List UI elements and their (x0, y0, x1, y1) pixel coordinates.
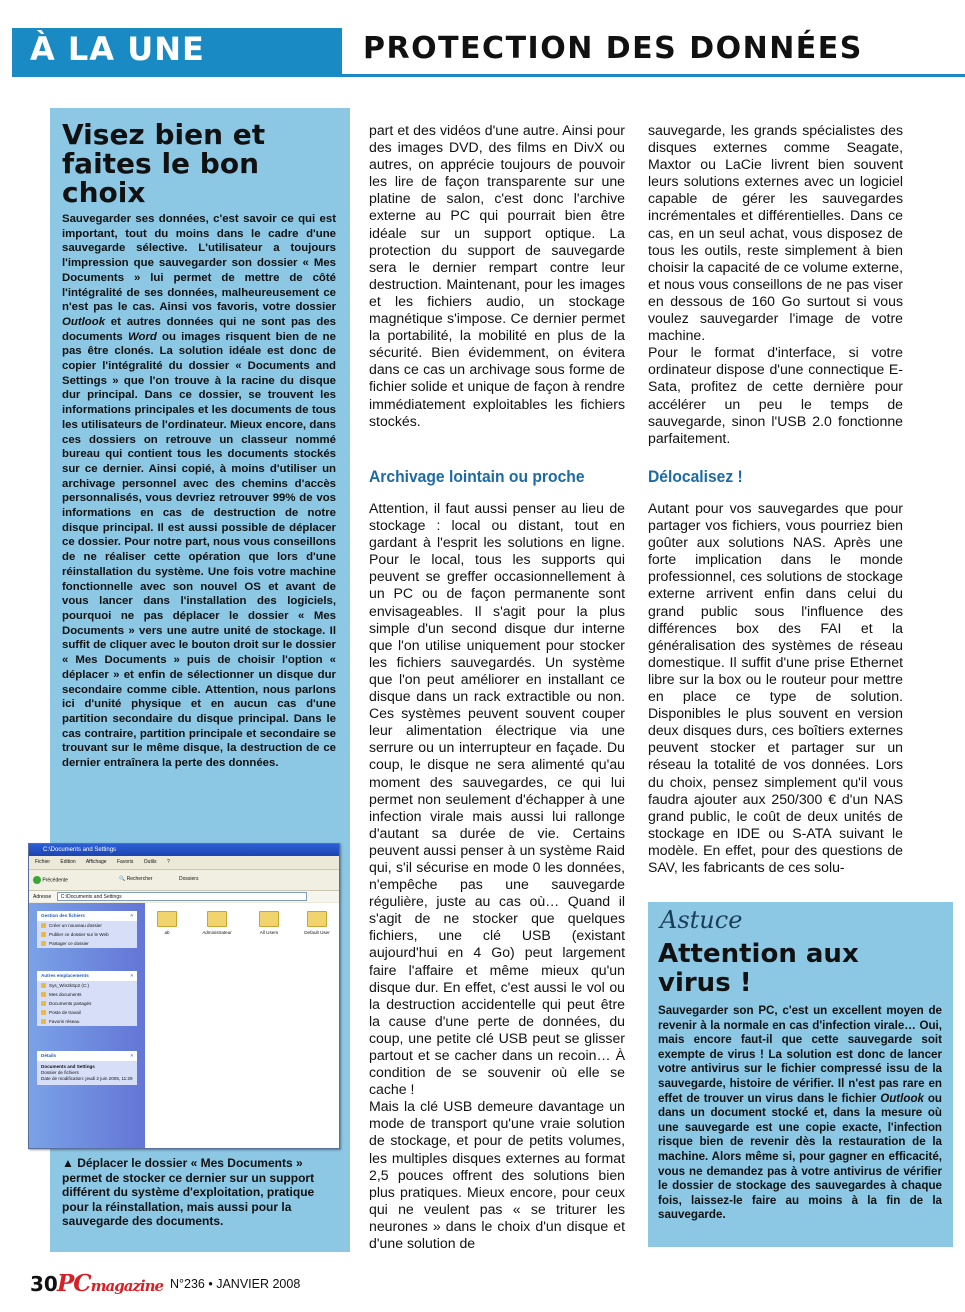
back-button[interactable] (33, 876, 68, 884)
window-title: C:\Documents and Settings (29, 844, 339, 856)
page-header (0, 0, 965, 78)
menu-item[interactable]: Favoris (116, 859, 134, 865)
place-link[interactable]: Mes documents (37, 990, 137, 999)
folder-icon (157, 911, 177, 927)
address-bar (29, 890, 339, 902)
explorer-screenshot (28, 843, 340, 1149)
tip-title: Attention aux virus ! (658, 939, 859, 998)
chevron-up-icon: ˄ (130, 1053, 133, 1058)
folder-icon (207, 911, 227, 927)
paragraph: Autant pour vos sauvegardes que pour partager vos fichiers, vous pourriez bien goûter aux solutions NAS. Après une forte implication dans le monde professionnel, ces solutions de stockage externe arrivent enfin dans celui du grand public sous l'influence des différences box des FAI et la généralisation des systèmes de réseau domestique. Il suffit d'une prise Ethernet libre sur la box ou le routeur pour mettre en place ce type de solution. Disponibles le plus souvent en version deux disques durs, ces boîtiers externes peuvent stocker et partager sur un réseau la totalité de vos données. Lors du choix, pensez simplement qu'il vous faudra ajouter aux 250/300 € d'un NAS grand public, le coût de deux unités de stockage en IDE ou S-ATA suivant le modèle. En effet, pour des questions de SAV, les fabricants de ces solu- (648, 500, 903, 875)
magazine-logo (57, 1270, 163, 1297)
section-title: PROTECTION DES DONNÉES (363, 31, 863, 66)
column-3-bottom (648, 500, 903, 876)
sidebar-text-2: et autres données qui ne sont pas des documents (62, 315, 336, 343)
logo-pc: PC (57, 1270, 91, 1297)
task-link[interactable]: Créer un nouveau dossier (37, 921, 137, 930)
folder-icon (259, 911, 279, 927)
menu-bar (29, 857, 339, 868)
sidebar-title: Visez bien et faites le bon choix (62, 118, 266, 209)
toolbar (29, 869, 339, 890)
column-2-bottom (369, 500, 625, 1252)
menu-item[interactable]: Affichage (85, 859, 107, 865)
paragraph: Pour le format d'interface, si votre ordinateur dispose d'une connectique E-Sata, profitez de cette dernière pour accélérer un peu le temps de sauvegarde, sinon l'USB 2.0 fonctionne parfaitement. (648, 344, 903, 446)
paragraph: Attention, il faut aussi penser au lieu de stockage : local ou distant, tout en gardant à l'esprit les solutions en ligne. Pour le local, tous les supports qui peuvent se greffer occasionnellement à un PC ou de façon permanente sont envisageables. Il s'agit pour la plus simple d'un second disque dur interne que l'on utilise uniquement pour stocker les fichiers sauvegardés. Un système que l'on peut améliorer en installant ce disque dans un rack extractible ou non. Ces systèmes peuvent souvent couper leur alimentation électrique via une serrure ou un interrupteur en façade. Du coup, le disque ne sera alimenté qu'au moment des sauvegardes, ce qui lui permet non seulement d'échapper à une infection virale mais aussi lui rallonge d'autant sa durée de vie. Certains peuvent aussi penser à un système Raid qui, s'il sécurise en mode 0 les données, n'empêche pas une sauvegarde régulière, juste au cas où… Quand il s'agit de ne stocker que quelques fichiers, une clé USB (existant aujourd'hui en 4 Go) peut largement faire l'affaire et même mieux qu'un disque dur. En effet, c'est aussi le vol ou la destruction accidentelle qui peut être la cause d'une perte de données, du coup, une petite clé USB peut se glisser partout et se cacher dans un recoin… À condition de se souvenir où elle se cache ! (369, 500, 625, 1098)
details-type: Dossier de fichiers (41, 1070, 79, 1075)
folder-item[interactable]: All Users (253, 911, 285, 935)
task-pane (29, 903, 145, 1148)
sidebar-text-1: Sauvegarder ses données, c'est savoir ce qui est important, tout du moins dans le cadre d'une sauvegarde sélective. L'utilisateur a toujours l'impression que sauvegarder son dossier « Mes Documents » lui permet de mettre de côté l'intégralité de ses données, malheureusement ce n'est pas le cas. Ainsi vos favoris, votre dossier (62, 213, 336, 314)
other-places-panel (37, 971, 137, 1026)
panel-header[interactable]: Autres emplacements ˄ (37, 971, 137, 981)
back-arrow-icon (33, 876, 41, 884)
details-modified: Date de modification: jeudi 2 juin 2005, 11:29 (41, 1076, 133, 1081)
back-label: Précédente (42, 877, 68, 884)
place-link[interactable]: Documents partagés (37, 999, 137, 1008)
folder-icon (307, 911, 327, 927)
folder-item[interactable]: ab (151, 911, 183, 935)
tip-em-outlook: Outlook (880, 1091, 924, 1105)
sidebar-em-word: Word (127, 330, 157, 343)
issue-info: N°236 • JANVIER 2008 (170, 1277, 301, 1291)
chevron-up-icon: ˄ (130, 913, 133, 918)
search-label: Rechercher (126, 876, 153, 882)
menu-item[interactable]: Edition (60, 859, 76, 865)
logo-magazine: magazine (90, 1277, 164, 1295)
column-3-top (648, 122, 903, 447)
menu-item[interactable]: ? (166, 859, 170, 865)
folder-item[interactable]: Administrateur (201, 911, 233, 935)
menu-item[interactable]: Fichier (35, 859, 51, 865)
tip-body (658, 1004, 942, 1223)
tip-text-1: Sauvegarder son PC, c'est un excellent moyen de revenir à la normale en cas d'infection virale… Oui, mais encore faut-il que cette sauvegarde soit exempte de virus ! La solution est donc de lancer votre antivirus sur le fichier compressé issu de la sauvegarde, histoire de vérifier. Il n'est pas rare en effet de trouver un virus dans le fichier (658, 1004, 942, 1105)
chevron-up-icon: ˄ (130, 973, 133, 978)
address-input[interactable]: C:\Documents and Settings (57, 892, 307, 901)
panel-header[interactable]: Gestion des fichiers ˄ (37, 911, 137, 921)
details-name: Documents and Settings (41, 1064, 95, 1069)
menu-item[interactable]: Outils (143, 859, 157, 865)
task-link[interactable]: Partager ce dossier (37, 939, 137, 948)
subheading-archivage: Archivage lointain ou proche (369, 467, 585, 486)
place-link[interactable]: Poste de travail (37, 1008, 137, 1017)
paragraph: Mais la clé USB demeure davantage un mode de transport qu'une vraie solution de stockage, et pour de petits volumes, les multiples disques externes au format 2,5 pouces offrent des solutions bien plus pratiques. Mieux encore, pour ceux qui ne veulent pas « se triturer les neurones » dans le choix d'un disque et d'une solution de (369, 1098, 625, 1252)
task-link[interactable]: Publier ce dossier sur le Web (37, 930, 137, 939)
sidebar-text-3: ou images risquent bien de ne pas être clonés. La solution idéale est donc de copier l'intégralité du dossier « Documents and Settings » que l'on trouve à la racine du disque dur principal. Dans ce dossier, se trouvent les informations principales et les documents de tous les utilisateurs de l'ordinateur. Mieux encore, dans ces dossiers on retrouve un classeur nommé bureau qui contient tous les documents stockés sur ce dernier. Ainsi copié, à moins d'utiliser un archivage personnel avec des chemins d'accès personnalisés, vous devriez retrouver 99% de vos informations en cas de destruction de notre disque principal. Il est aussi possible de déplacer ce dossier. Pour notre part, nous vous conseillons de ne réaliser cette opération que lors d'une réinstallation du système. Une fois votre machine fonctionnelle avec son nouvel OS et avant de vous lancer dans l'installation des logiciels, pourquoi ne pas déplacer le dossier « Mes Documents » vers une autre unité de stockage. Il suffit de cliquer avec le bouton droit sur le dossier « Mes Documents » puis de choisir l'option « déplacer » et enfin de sélectionner un disque dur secondaire comme cible. Attention, nous parlons ici d'unité physique et en aucun cas d'une partition secondaire du disque principal. Dans le cas contraire, partition principale et secondaire se trouvant sur le même disque, la destruction de ce dernier entraînera la perte des données. (62, 330, 336, 770)
sidebar-body (62, 212, 336, 771)
address-label: Adresse (33, 894, 52, 900)
folders-button[interactable] (179, 876, 198, 882)
place-link[interactable]: Favoris réseau (37, 1017, 137, 1026)
column-2-top (369, 122, 625, 430)
rubric-label: À LA UNE (30, 30, 205, 68)
details-panel (37, 1051, 137, 1085)
tip-tag: Astuce (660, 906, 743, 934)
search-icon: 🔍 (119, 876, 126, 882)
folder-view (145, 903, 339, 1148)
header-rule (12, 74, 965, 77)
search-button[interactable] (119, 876, 152, 882)
paragraph: sauvegarde, les grands spécialistes des disques externes comme Seagate, Maxtor ou LaCie livrent bien souvent leurs solutions externes avec un logiciel capable de gérer les sauvegardes incrémentales et différentielles. Dans ce cas, en un seul achat, vous disposez de tous les outils, reste simplement à bien choisir la capacité de ce volume externe, et nous vous conseillons de ne pas viser en dessous de 160 Go surtout si vous voulez sauvegarder l'image de votre machine. (648, 122, 903, 344)
subheading-delocalisez: Délocalisez ! (648, 467, 743, 486)
folder-item[interactable]: Default User (301, 911, 333, 935)
paragraph: part et des vidéos d'une autre. Ainsi pour des images DVD, des films en DivX ou autres, on apprécie toujours de pouvoir les lire de façon transparente sur une platine de salon, c'est donc l'archive externe au PC qui pourrait bien être idéale sur un support optique. La protection du support de sauvegarde sera le dernier rempart contre leur destruction. Maintenant, pour les images et les fichiers audio, un stockage magnétique s'impose. Ce dernier permet la portabilité, la mobilité en plus de la sécurité. Bien évidemment, on évitera dans ce cas un archivage sous forme de fichier solide et unique de façon à rendre immédiatement exploitables les fichiers stockés. (369, 122, 625, 429)
folders-label: Dossiers (179, 876, 199, 882)
place-link[interactable]: Sys_Win2kSp2 (C:) (37, 981, 137, 990)
panel-header[interactable]: Détails ˄ (37, 1051, 137, 1061)
page-number: 30 (30, 1272, 58, 1296)
file-tasks-panel (37, 911, 137, 948)
sidebar-em-outlook: Outlook (62, 315, 106, 328)
figure-caption: ▲ Déplacer le dossier « Mes Documents » permet de stocker ce dernier sur un support différent du système d'exploitation, pratique pour la réinstallation, mais aussi pour la sauvegarde des documents. (62, 1156, 315, 1229)
tip-text-2: ou dans un document stocké et, dans la mesure où une sauvegarde est une copie exacte, l'infection risque bien de revenir dès la restauration de la machine. Alors même si, pour gagner en efficacité, vous ne demandez pas à votre antivirus de vérifier le dossier de stockage des sauvegardes à chaque fois, laissez-le faire au moins à la fin de la sauvegarde. (658, 1091, 943, 1222)
